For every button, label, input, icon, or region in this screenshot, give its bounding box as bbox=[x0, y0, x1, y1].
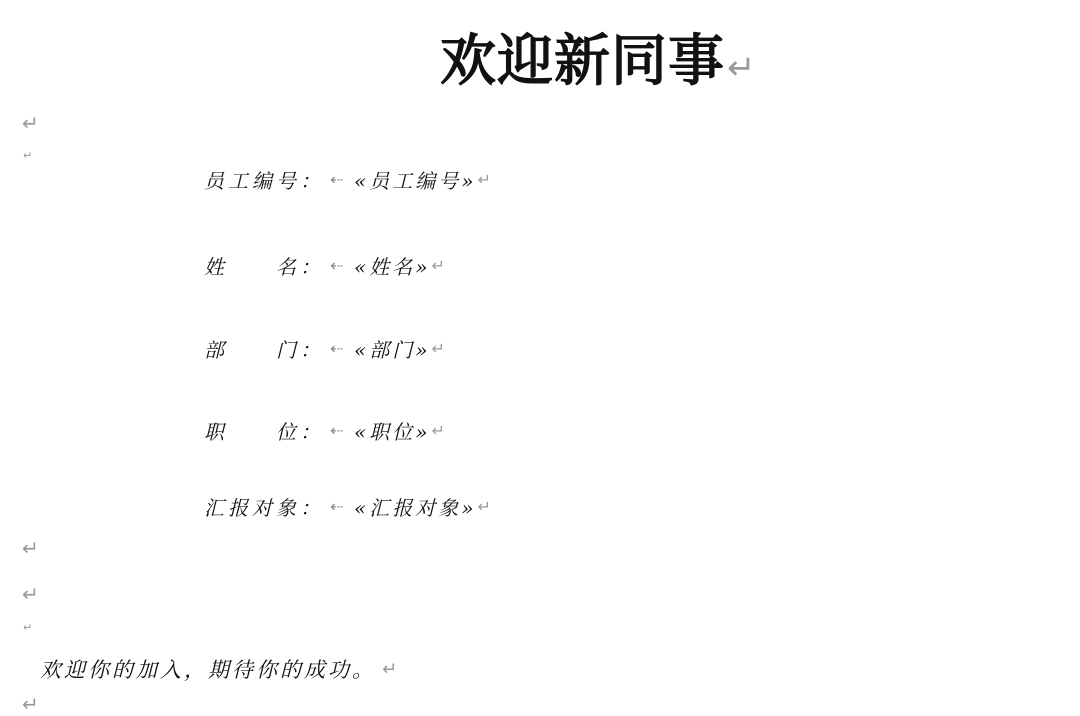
paragraph-mark-icon: ↵ bbox=[727, 48, 756, 88]
paragraph-mark-icon: ↵ bbox=[431, 338, 445, 358]
paragraph-mark-icon: ↵ bbox=[23, 149, 33, 162]
merge-field[interactable]: «部门» bbox=[354, 337, 431, 362]
tab-mark-icon: ⇠ bbox=[330, 338, 344, 358]
paragraph-mark-icon: ↵ bbox=[431, 255, 445, 275]
field-label: 职 位： bbox=[204, 419, 324, 444]
tab-mark-icon: ⇠ bbox=[330, 169, 344, 189]
paragraph-mark-icon: ↵ bbox=[477, 169, 491, 189]
paragraph-mark-icon: ↵ bbox=[477, 496, 491, 516]
field-label: 汇报对象： bbox=[204, 495, 324, 520]
paragraph-mark-icon: ↵ bbox=[382, 658, 398, 680]
paragraph-mark-icon: ↵ bbox=[22, 692, 39, 716]
field-position bbox=[204, 415, 445, 445]
paragraph-mark-icon: ↵ bbox=[22, 536, 39, 560]
tab-mark-icon: ⇠ bbox=[330, 496, 344, 516]
paragraph-mark-icon: ↵ bbox=[22, 111, 39, 135]
field-department bbox=[204, 333, 445, 363]
field-reports-to bbox=[204, 491, 491, 521]
field-name bbox=[204, 250, 445, 280]
paragraph-mark-icon: ↵ bbox=[23, 621, 33, 634]
paragraph-mark-icon: ↵ bbox=[431, 420, 445, 440]
merge-field[interactable]: «职位» bbox=[354, 419, 431, 444]
merge-field[interactable]: «汇报对象» bbox=[354, 495, 477, 520]
closing-text: 欢迎你的加入，期待你的成功。 bbox=[40, 658, 376, 682]
title-text: 欢迎新同事 bbox=[440, 29, 725, 94]
merge-field[interactable]: «姓名» bbox=[354, 254, 431, 279]
merge-field[interactable]: «员工编号» bbox=[354, 168, 477, 193]
tab-mark-icon: ⇠ bbox=[330, 255, 344, 275]
closing-line bbox=[40, 653, 397, 685]
field-employee-id bbox=[204, 164, 491, 194]
document-title bbox=[440, 24, 756, 94]
tab-mark-icon: ⇠ bbox=[330, 420, 344, 440]
field-label: 姓 名： bbox=[204, 254, 324, 279]
field-label: 员工编号： bbox=[204, 168, 324, 193]
paragraph-mark-icon: ↵ bbox=[22, 582, 39, 606]
field-label: 部 门： bbox=[204, 337, 324, 362]
